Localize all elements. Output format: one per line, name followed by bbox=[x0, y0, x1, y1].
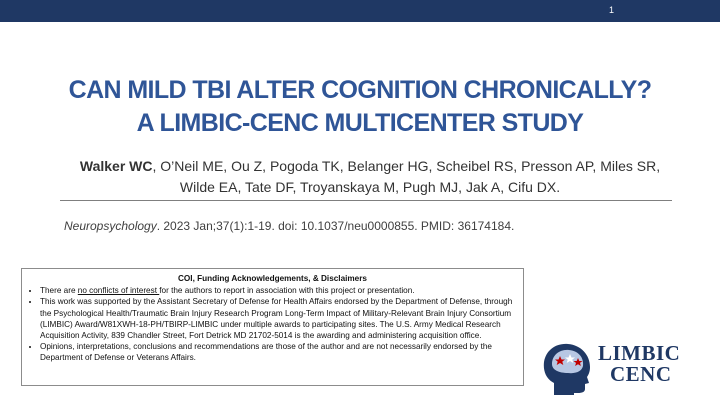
authors-line-1: , O’Neil ME, Ou Z, Pogoda TK, Belanger HG, Scheibel RS, Presson AP, Miles SR, bbox=[152, 158, 661, 174]
coi-heading: COI, Funding Acknowledgements, & Disclaimers bbox=[178, 274, 367, 283]
coi-item-conflicts bbox=[40, 285, 517, 296]
coi-link-text: no conflicts of interest bbox=[77, 286, 160, 296]
citation-details: . 2023 Jan;37(1):1-19. doi: 10.1037/neu0000855. PMID: 36174184. bbox=[156, 219, 515, 233]
title-line-1: CAN MILD TBI ALTER COGNITION CHRONICALLY? bbox=[68, 76, 652, 104]
coi-item-funding: • This work was supported by the Assistant Secretary of Defense for Health Affairs endorsed by the Department of Defense, through the Psychological Health/Traumatic Brain Injury Research Program Long-Term Impact of Military-Relevant Brain Injury Consortium (LIMBIC) Award/W81XWH-18-PH/TBIRP-LIMBIC under multiple awards to participating sites. The U.S. Army Medical Research Acquisition Activity, 839 Chandler Street, Fort Detrick MD 21702-5014 is the awarding and administering acquisition office. bbox=[40, 296, 517, 341]
logo-wordmark bbox=[598, 343, 680, 385]
author-list bbox=[60, 156, 680, 198]
authors-line-2: Wilde EA, Tate DF, Troyanskaya M, Pugh MJ, Jak A, Cifu DX. bbox=[179, 179, 561, 195]
top-banner bbox=[0, 0, 720, 22]
title-line-2: A LIMBIC-CENC MULTICENTER STUDY bbox=[136, 109, 584, 137]
citation bbox=[64, 219, 514, 233]
divider-line bbox=[60, 200, 672, 201]
coi-item-1-post: for the authors to report in association with this project or presentation. bbox=[159, 286, 415, 296]
coi-item-1-pre: There are bbox=[40, 286, 78, 296]
logo-line-2: CENC bbox=[610, 362, 672, 386]
journal-name: Neuropsychology bbox=[64, 219, 157, 233]
coi-list bbox=[28, 285, 517, 363]
logo-line-1: LIMBIC bbox=[598, 341, 681, 365]
coi-item-opinions: • Opinions, interpretations, conclusions and recommendations are those of the author and are not necessarily endorsed by the Department of Defense or Veterans Affairs. bbox=[40, 341, 517, 363]
slide-title bbox=[0, 74, 720, 140]
coi-disclaimer-box bbox=[21, 268, 524, 386]
lead-author: Walker WC bbox=[79, 158, 153, 174]
slide-number: 1 bbox=[608, 5, 614, 15]
